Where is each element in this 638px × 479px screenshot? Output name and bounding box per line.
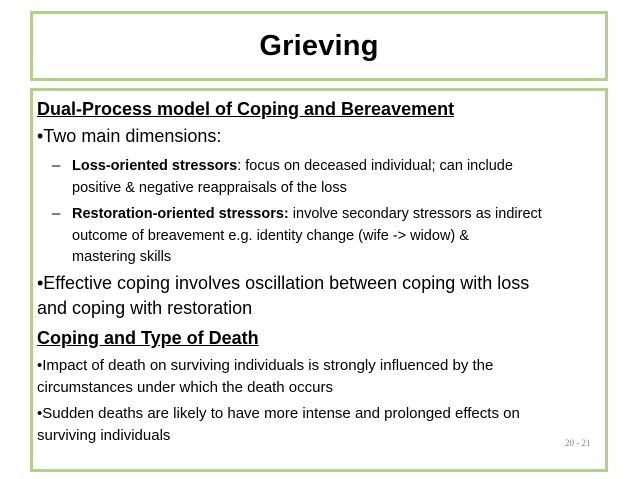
slide-title: Grieving	[259, 29, 379, 62]
bullet-sudden-deaths-cont: surviving individuals	[37, 427, 171, 444]
section-heading-type-of-death: Coping and Type of Death	[37, 328, 259, 348]
sub-bullet-line	[72, 206, 542, 222]
section-heading-dual-process: Dual-Process model of Coping and Bereavement	[37, 99, 455, 119]
definition-text: : focus on deceased individual; can include	[237, 158, 513, 174]
sub-bullet-line	[72, 158, 513, 174]
dash-marker: –	[52, 157, 61, 174]
sub-bullet-line: positive & negative reappraisals of the loss	[72, 180, 347, 196]
title-box	[30, 11, 608, 81]
bullet-effective-coping: •Effective coping involves oscillation between coping with loss	[37, 273, 530, 293]
sub-bullet-line: mastering skills	[72, 249, 172, 265]
bullet-impact-of-death-cont: circumstances under which the death occurs	[37, 379, 333, 396]
definition-text: involve secondary stressors as indirect	[288, 206, 542, 222]
term-restoration-oriented: Restoration-oriented stressors:	[72, 206, 289, 222]
bullet-impact-of-death: •Impact of death on surviving individuals is strongly influenced by the	[37, 357, 494, 374]
term-loss-oriented: Loss-oriented stressors	[72, 158, 238, 174]
bullet-effective-coping-cont: and coping with restoration	[37, 298, 253, 318]
dash-marker: –	[52, 205, 61, 222]
bullet-sudden-deaths: •Sudden deaths are likely to have more intense and prolonged effects on	[37, 405, 520, 422]
slide-number: 20 - 21	[565, 438, 591, 448]
bullet-two-dimensions: •Two main dimensions:	[37, 126, 222, 146]
sub-bullet-line: outcome of breavement e.g. identity change (wife -> widow) &	[72, 228, 469, 244]
